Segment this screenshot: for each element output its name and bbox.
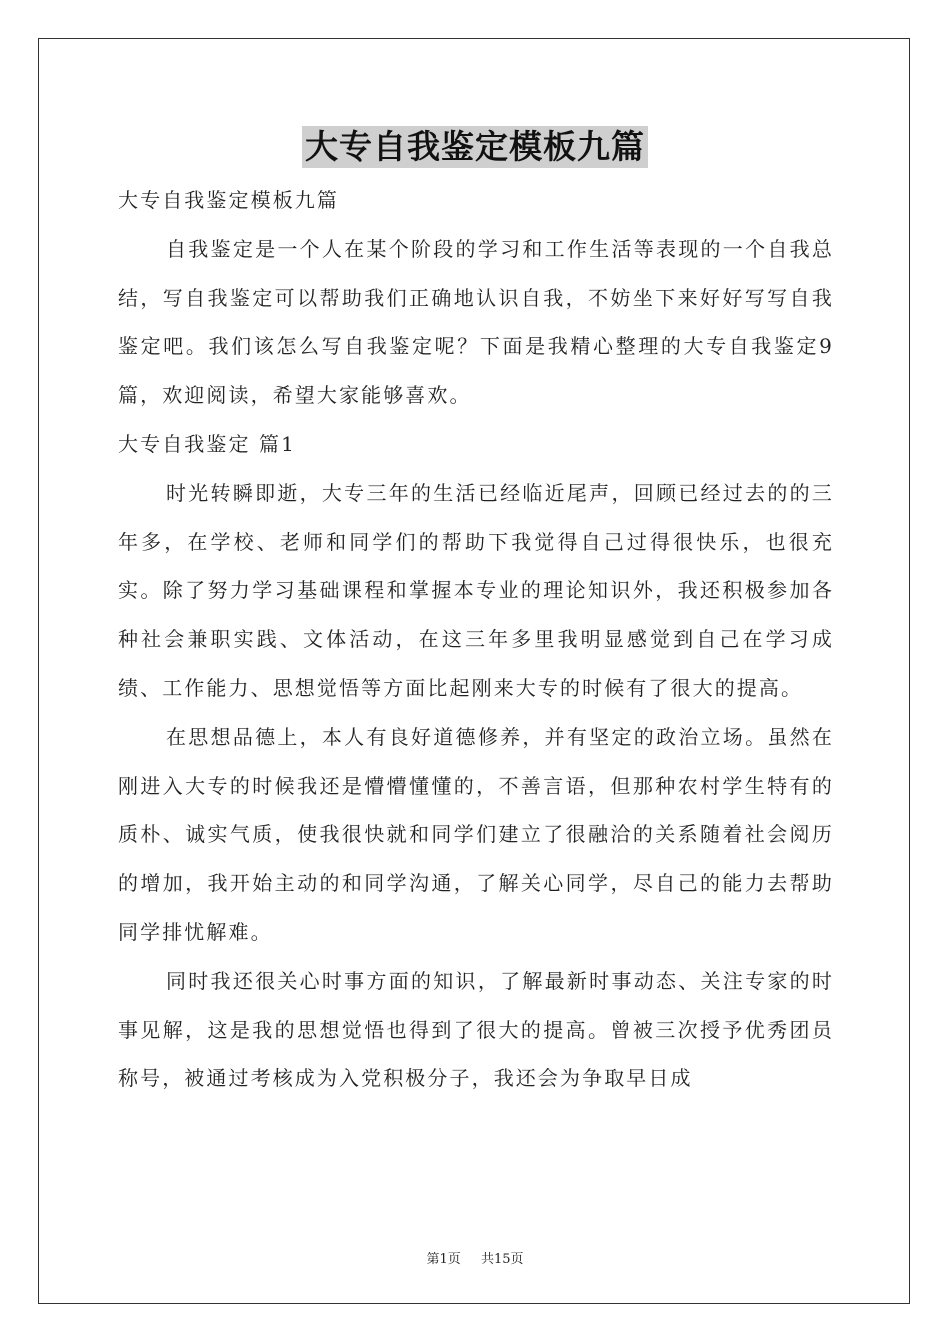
paragraph: 在思想品德上，本人有良好道德修养，并有坚定的政治立场。虽然在刚进入大专的时候我还是懵懵懂懂的，不善言语，但那种农村学生特有的质朴、诚实气质，使我很快就和同学们建立了很融洽的关系随着社会阅历的增加，我开始主动的和同学沟通，了解关心同学，尽自己的能力去帮助同学排忧解难。 — [118, 724, 834, 944]
title-container — [0, 126, 950, 168]
page-total: 共15页 — [480, 1252, 524, 1267]
document-title: 大专自我鉴定模板九篇 — [302, 126, 648, 168]
section-heading: 大专自我鉴定 篇1 — [118, 431, 296, 456]
page-number: 第1页 — [426, 1252, 461, 1267]
paragraph: 大专自我鉴定模板九篇 — [118, 188, 339, 212]
paragraph: 时光转瞬即逝，大专三年的生活已经临近尾声，回顾已经过去的的三年多，在学校、老师和同学们的帮助下我觉得自己过得很快乐，也很充实。除了努力学习基础课程和掌握本专业的理论知识外，我还积极参加各种社会兼职实践、文体活动，在这三年多里我明显感觉到自己在学习成绩、工作能力、思想觉悟等方面比起刚来大专的时候有了很大的提高。 — [118, 480, 834, 700]
page-footer — [0, 1248, 950, 1267]
paragraph: 同时我还很关心时事方面的知识，了解最新时事动态、关注专家的时事见解，这是我的思想觉悟也得到了很大的提高。曾被三次授予优秀团员称号，被通过考核成为入党积极分子，我还会为争取早日成 — [118, 968, 834, 1091]
document-body — [118, 176, 834, 1103]
paragraph: 自我鉴定是一个人在某个阶段的学习和工作生活等表现的一个自我总结，写自我鉴定可以帮助我们正确地认识自我，不妨坐下来好好写写自我鉴定吧。我们该怎么写自我鉴定呢？下面是我精心整理的大专自我鉴定9篇，欢迎阅读，希望大家能够喜欢。 — [118, 236, 834, 408]
